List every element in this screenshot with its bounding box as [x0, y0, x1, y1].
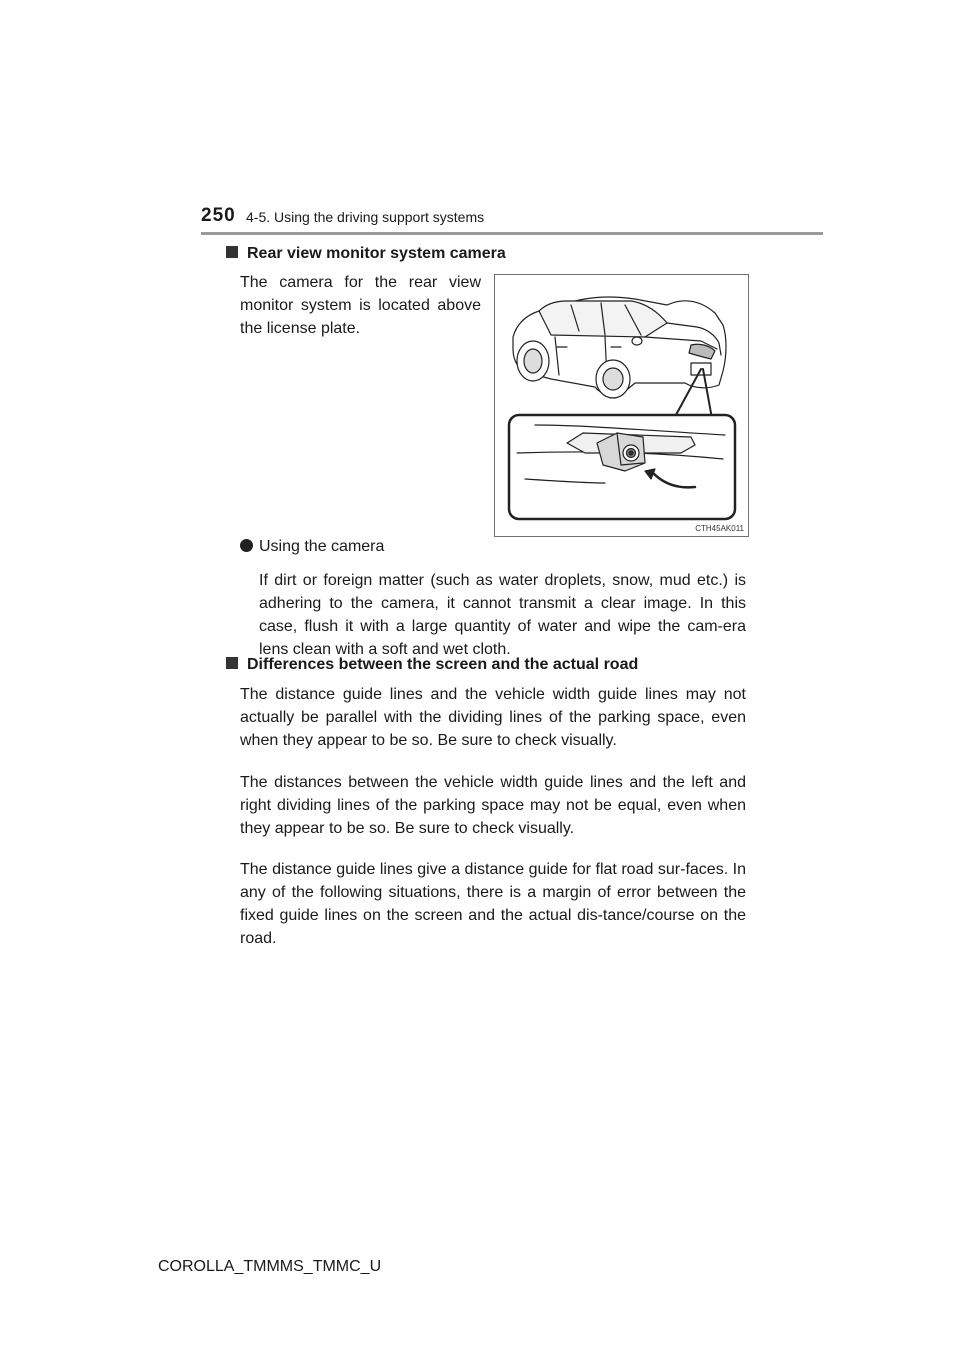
figure-code: CTH45AK011: [695, 524, 744, 533]
square-bullet-icon: [226, 246, 238, 258]
section-title: 4-5. Using the driving support systems: [246, 209, 485, 225]
bullet-label: Using the camera: [259, 538, 385, 555]
round-bullet-icon: [240, 539, 253, 552]
car-camera-illustration: [495, 275, 748, 536]
differences-paragraph-2: The distances between the vehicle width guide lines and the left and right dividing lines of the parking space may not be equal, even when they appear to be so. Be sure to check visually.: [240, 774, 746, 837]
differences-heading-text: Differences between the screen and the actual road: [247, 656, 639, 673]
camera-usage-text: If dirt or foreign matter (such as water droplets, snow, mud etc.) is adhering to the camera, it cannot transmit a clear image. In this case, flush it with a large quantity of water and wipe the cam-era lens clean with a soft and wet cloth.: [259, 572, 746, 658]
camera-heading-text: Rear view monitor system camera: [247, 245, 506, 262]
camera-heading: [226, 245, 506, 263]
header-rule: [201, 232, 823, 235]
bullet-using-camera: [240, 538, 384, 556]
camera-figure: [494, 274, 749, 537]
camera-intro: The camera for the rear view monitor system is located above the license plate.: [240, 274, 481, 337]
differences-heading: [226, 656, 638, 674]
square-bullet-icon: [226, 657, 238, 669]
page-number: 250: [201, 205, 236, 226]
footer-doc-id: COROLLA_TMMMS_TMMC_U: [158, 1258, 382, 1275]
differences-paragraph-1: The distance guide lines and the vehicle width guide lines may not actually be parallel with the dividing lines of the parking space, even when they appear to be so. Be sure to check visually.: [240, 686, 746, 749]
differences-paragraph-3: The distance guide lines give a distance guide for flat road sur-faces. In any of the following situations, there is a margin of error between the fixed guide lines on the screen and the actual dis-tance/course on the road.: [240, 861, 746, 947]
